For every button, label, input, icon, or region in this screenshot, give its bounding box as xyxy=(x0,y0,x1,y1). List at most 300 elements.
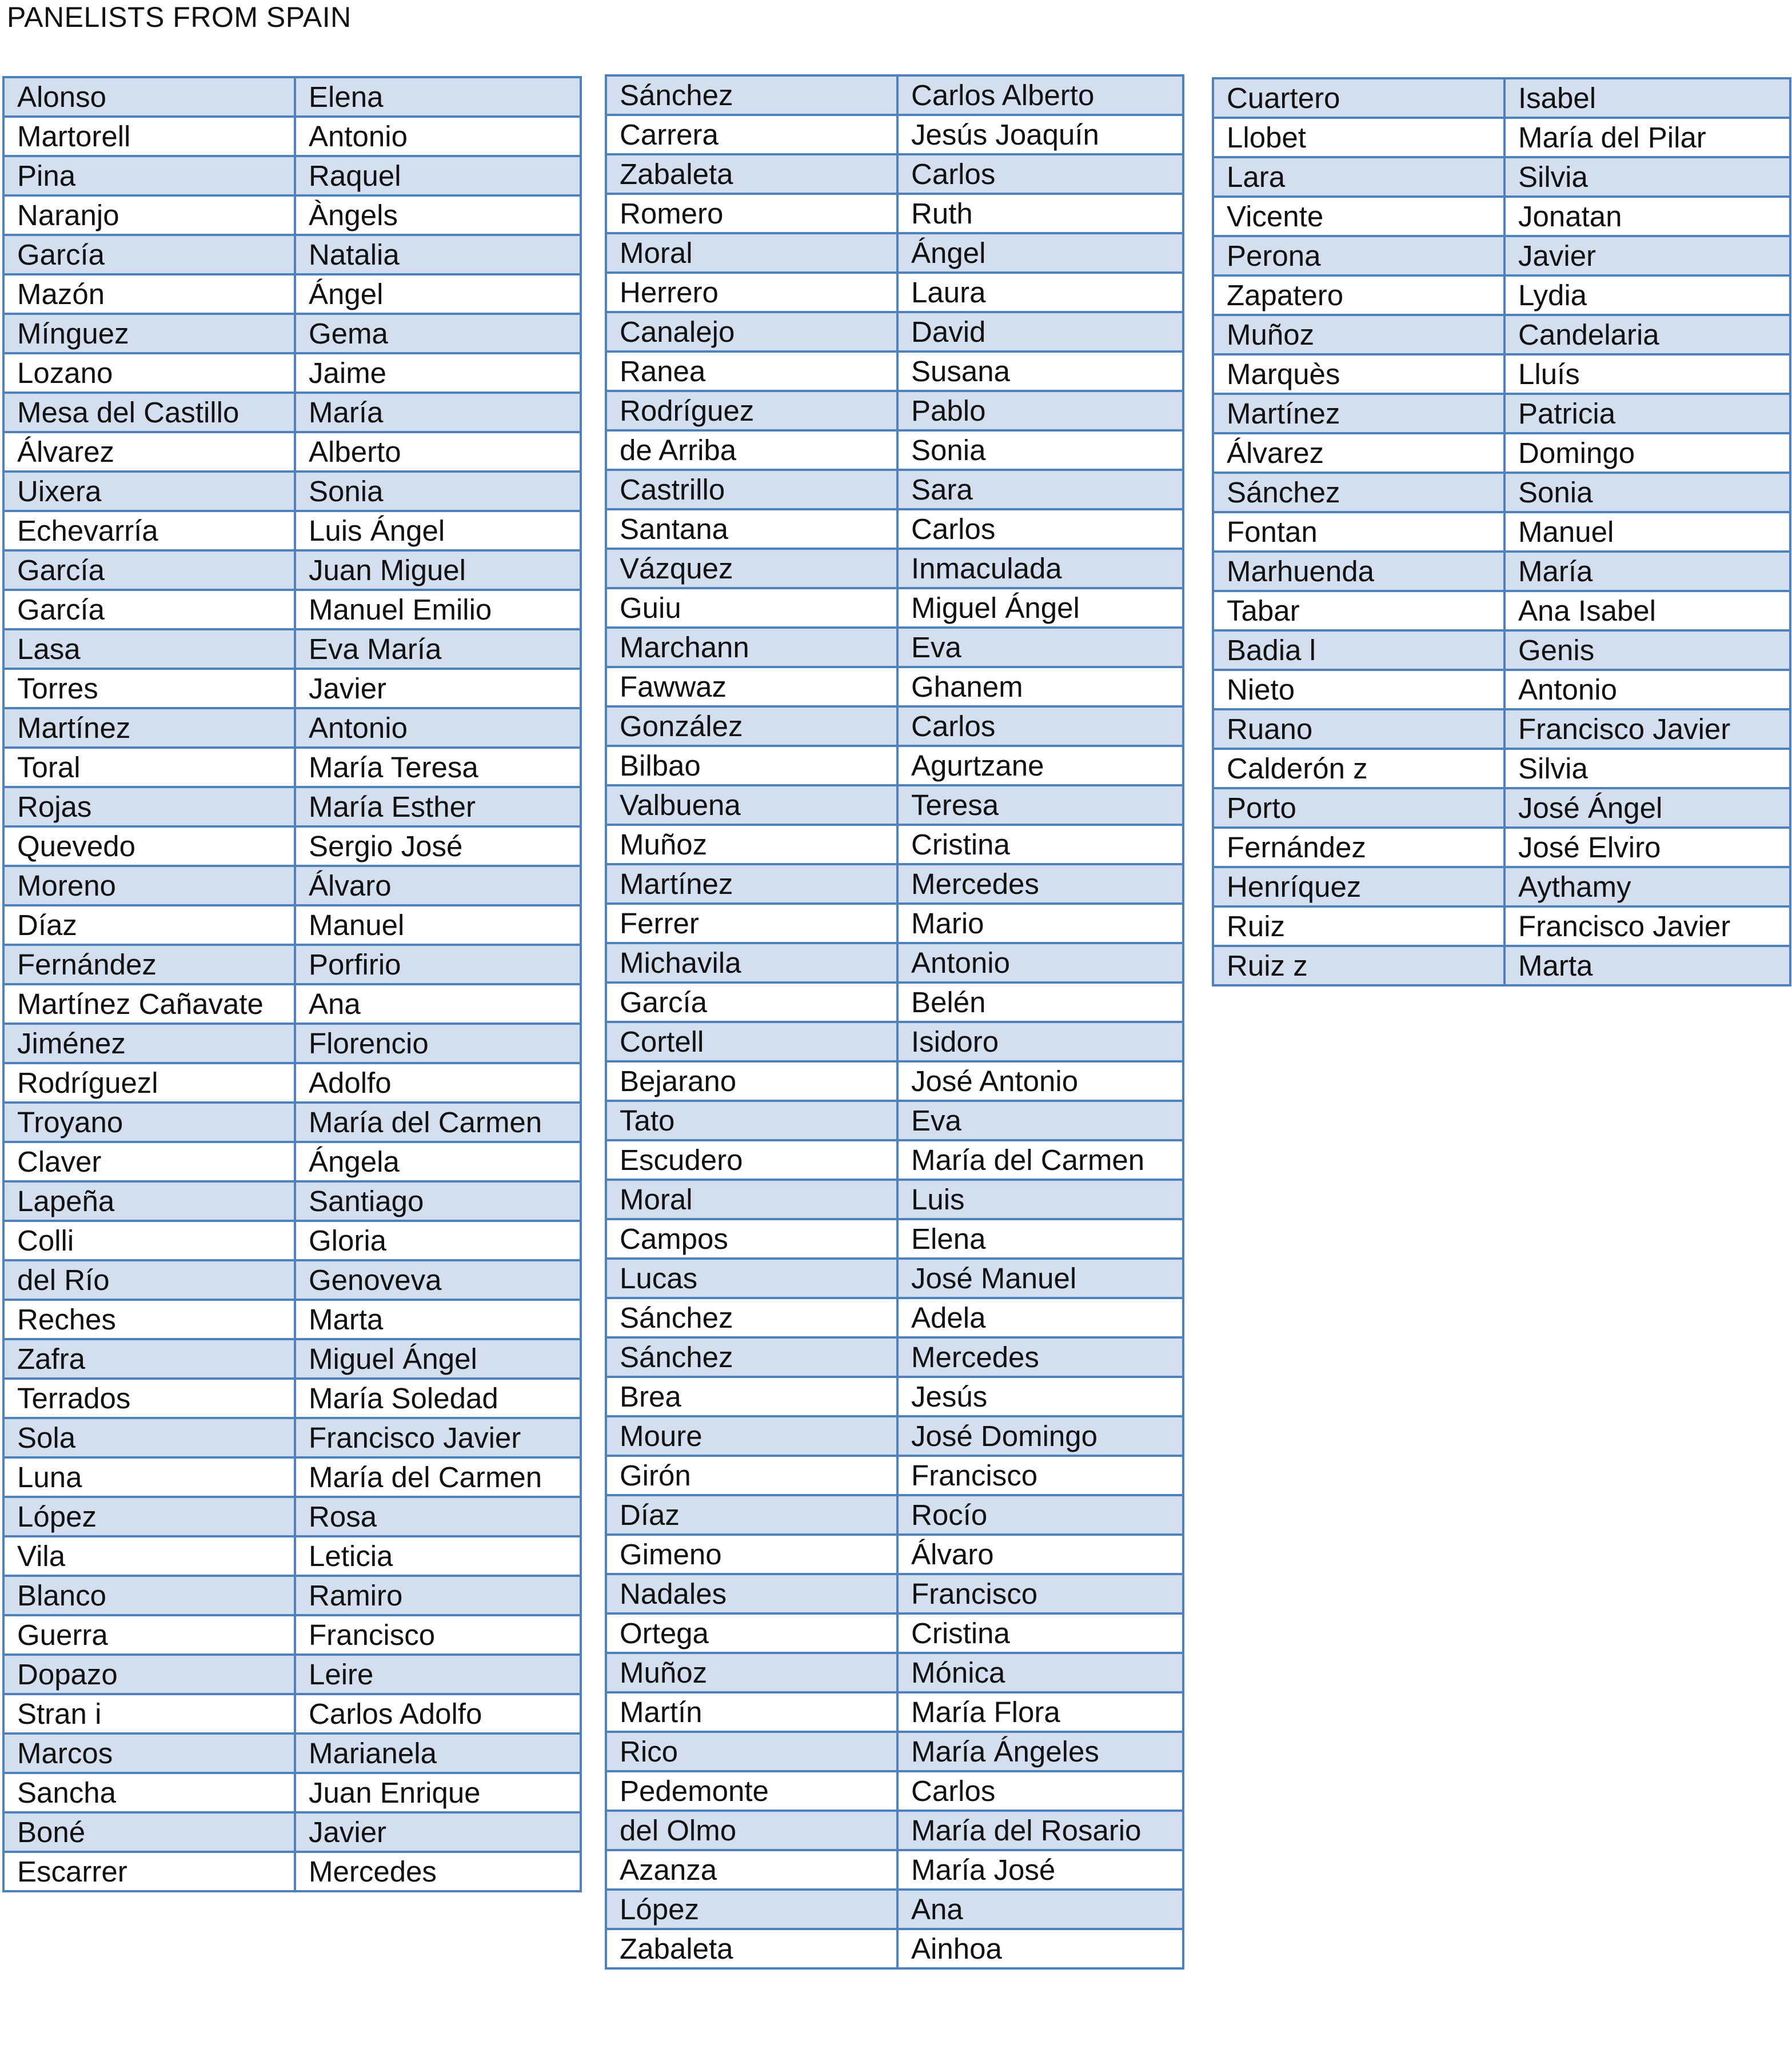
given-name-cell: Francisco Javier xyxy=(1504,709,1790,749)
surname-cell: Santana xyxy=(606,509,897,549)
surname-cell: Escudero xyxy=(606,1140,897,1180)
given-name-cell: Isidoro xyxy=(897,1022,1183,1061)
given-name-cell: Álvaro xyxy=(897,1535,1183,1574)
surname-cell: Dopazo xyxy=(3,1655,295,1694)
table-row xyxy=(606,1890,1183,1929)
surname-cell: Zapatero xyxy=(1213,275,1504,315)
table-row xyxy=(3,1457,581,1497)
given-name-cell: José Antonio xyxy=(897,1061,1183,1101)
surname-cell: Perona xyxy=(1213,236,1504,275)
surname-cell: Martín xyxy=(606,1692,897,1732)
table-row xyxy=(1213,236,1790,275)
table-row xyxy=(1213,591,1790,630)
table-row xyxy=(606,1101,1183,1140)
given-name-cell: Manuel Emilio xyxy=(295,590,581,629)
table-row xyxy=(1213,867,1790,906)
given-name-cell: Elena xyxy=(897,1219,1183,1259)
surname-cell: Claver xyxy=(3,1142,295,1181)
given-name-cell: Àngels xyxy=(295,195,581,235)
table-row xyxy=(606,1298,1183,1337)
given-name-cell: Gloria xyxy=(295,1221,581,1260)
table-row xyxy=(606,825,1183,864)
given-name-cell: Santiago xyxy=(295,1181,581,1221)
given-name-cell: Francisco xyxy=(897,1574,1183,1613)
table-row xyxy=(606,628,1183,667)
given-name-cell: Eva xyxy=(897,628,1183,667)
surname-cell: del Río xyxy=(3,1260,295,1300)
surname-cell: Nieto xyxy=(1213,670,1504,709)
given-name-cell: Jonatan xyxy=(1504,197,1790,236)
surname-cell: Echevarría xyxy=(3,511,295,550)
table-row xyxy=(1213,552,1790,591)
table-row xyxy=(606,352,1183,391)
table-row xyxy=(1213,275,1790,315)
table-row xyxy=(606,943,1183,982)
given-name-cell: Ruth xyxy=(897,194,1183,233)
given-name-cell: Marta xyxy=(295,1300,581,1339)
table-row xyxy=(606,1180,1183,1219)
table-row xyxy=(1213,315,1790,354)
table-row xyxy=(1213,749,1790,788)
table-row xyxy=(3,393,581,432)
given-name-cell: Ángel xyxy=(295,274,581,314)
given-name-cell: Sonia xyxy=(1504,473,1790,512)
page-title: PANELISTS FROM SPAIN xyxy=(7,1,352,33)
table-row xyxy=(3,550,581,590)
surname-cell: Díaz xyxy=(3,905,295,945)
table-row xyxy=(606,233,1183,273)
table-row xyxy=(3,1812,581,1852)
given-name-cell: Miguel Ángel xyxy=(897,588,1183,628)
surname-cell: López xyxy=(606,1890,897,1929)
given-name-cell: Porfirio xyxy=(295,945,581,984)
surname-cell: Alonso xyxy=(3,77,295,117)
surname-cell: Ruiz z xyxy=(1213,946,1504,985)
given-name-cell: Florencio xyxy=(295,1024,581,1063)
given-name-cell: Natalia xyxy=(295,235,581,274)
table-row xyxy=(3,1063,581,1103)
surname-cell: Campos xyxy=(606,1219,897,1259)
given-name-cell: Luis Ángel xyxy=(295,511,581,550)
table-row xyxy=(3,1418,581,1457)
surname-cell: Uixera xyxy=(3,472,295,511)
surname-cell: del Olmo xyxy=(606,1811,897,1850)
table-row xyxy=(3,1576,581,1615)
given-name-cell: David xyxy=(897,312,1183,352)
surname-cell: Tabar xyxy=(1213,591,1504,630)
given-name-cell: María xyxy=(1504,552,1790,591)
given-name-cell: Leire xyxy=(295,1655,581,1694)
table-row xyxy=(3,1852,581,1891)
given-name-cell: Javier xyxy=(1504,236,1790,275)
table-row xyxy=(3,274,581,314)
table-row xyxy=(606,1653,1183,1692)
table-row xyxy=(1213,78,1790,118)
surname-cell: Nadales xyxy=(606,1574,897,1613)
table-row xyxy=(1213,394,1790,433)
surname-cell: Marcos xyxy=(3,1734,295,1773)
table-row xyxy=(606,1732,1183,1771)
surname-cell: Fontan xyxy=(1213,512,1504,552)
given-name-cell: Lluís xyxy=(1504,354,1790,394)
given-name-cell: Leticia xyxy=(295,1536,581,1576)
surname-cell: Martínez xyxy=(1213,394,1504,433)
given-name-cell: Marianela xyxy=(295,1734,581,1773)
surname-cell: Henríquez xyxy=(1213,867,1504,906)
table-row xyxy=(1213,473,1790,512)
table-row xyxy=(3,195,581,235)
surname-cell: Blanco xyxy=(3,1576,295,1615)
given-name-cell: Carlos Adolfo xyxy=(295,1694,581,1734)
table-row xyxy=(606,549,1183,588)
given-name-cell: Adela xyxy=(897,1298,1183,1337)
surname-cell: Calderón z xyxy=(1213,749,1504,788)
table-row xyxy=(606,1022,1183,1061)
given-name-cell: Ana Isabel xyxy=(1504,591,1790,630)
table-row xyxy=(3,1694,581,1734)
given-name-cell: Javier xyxy=(295,669,581,708)
surname-cell: Terrados xyxy=(3,1379,295,1418)
given-name-cell: Sergio José xyxy=(295,826,581,866)
table-row xyxy=(606,982,1183,1022)
surname-cell: Escarrer xyxy=(3,1852,295,1891)
given-name-cell: Cristina xyxy=(897,825,1183,864)
table-row xyxy=(606,1495,1183,1535)
surname-cell: Díaz xyxy=(606,1495,897,1535)
surname-cell: Álvarez xyxy=(1213,433,1504,473)
table-row xyxy=(3,235,581,274)
surname-cell: Lucas xyxy=(606,1259,897,1298)
surname-cell: Muñoz xyxy=(1213,315,1504,354)
given-name-cell: Laura xyxy=(897,273,1183,312)
table-row xyxy=(3,629,581,669)
given-name-cell: Lydia xyxy=(1504,275,1790,315)
panelists-table-3 xyxy=(1212,77,1791,986)
given-name-cell: Silvia xyxy=(1504,749,1790,788)
given-name-cell: Miguel Ángel xyxy=(295,1339,581,1379)
given-name-cell: María xyxy=(295,393,581,432)
surname-cell: Azanza xyxy=(606,1850,897,1890)
given-name-cell: Antonio xyxy=(295,708,581,748)
table-row xyxy=(606,391,1183,430)
given-name-cell: Genoveva xyxy=(295,1260,581,1300)
table-row xyxy=(1213,709,1790,749)
surname-cell: Tato xyxy=(606,1101,897,1140)
table-row xyxy=(606,509,1183,549)
surname-cell: Moral xyxy=(606,1180,897,1219)
given-name-cell: Teresa xyxy=(897,785,1183,825)
given-name-cell: Silvia xyxy=(1504,157,1790,197)
given-name-cell: Ana xyxy=(295,984,581,1024)
table-row xyxy=(3,945,581,984)
table-row xyxy=(606,1771,1183,1811)
table-row xyxy=(3,472,581,511)
given-name-cell: José Ángel xyxy=(1504,788,1790,828)
surname-cell: Rojas xyxy=(3,787,295,826)
given-name-cell: Eva María xyxy=(295,629,581,669)
given-name-cell: Rosa xyxy=(295,1497,581,1536)
table-row xyxy=(606,154,1183,194)
table-row xyxy=(3,1536,581,1576)
given-name-cell: José Elviro xyxy=(1504,828,1790,867)
surname-cell: Martínez Cañavate xyxy=(3,984,295,1024)
given-name-cell: Domingo xyxy=(1504,433,1790,473)
surname-cell: López xyxy=(3,1497,295,1536)
table-row xyxy=(606,1850,1183,1890)
table-row xyxy=(606,1140,1183,1180)
table-row xyxy=(606,1613,1183,1653)
surname-cell: Naranjo xyxy=(3,195,295,235)
given-name-cell: Javier xyxy=(295,1812,581,1852)
surname-cell: Fernández xyxy=(3,945,295,984)
surname-cell: Pedemonte xyxy=(606,1771,897,1811)
surname-cell: Reches xyxy=(3,1300,295,1339)
surname-cell: Toral xyxy=(3,748,295,787)
given-name-cell: Francisco Javier xyxy=(1504,906,1790,946)
table-row xyxy=(3,905,581,945)
surname-cell: Mazón xyxy=(3,274,295,314)
table-row xyxy=(1213,197,1790,236)
surname-cell: Carrera xyxy=(606,115,897,154)
table-row xyxy=(606,706,1183,746)
given-name-cell: Sara xyxy=(897,470,1183,509)
given-name-cell: María del Pilar xyxy=(1504,118,1790,157)
surname-cell: Rodríguez xyxy=(606,391,897,430)
surname-cell: García xyxy=(3,590,295,629)
given-name-cell: Gema xyxy=(295,314,581,353)
given-name-cell: Manuel xyxy=(1504,512,1790,552)
table-row xyxy=(606,1219,1183,1259)
surname-cell: García xyxy=(3,235,295,274)
given-name-cell: María José xyxy=(897,1850,1183,1890)
given-name-cell: Jaime xyxy=(295,353,581,393)
surname-cell: Castrillo xyxy=(606,470,897,509)
table-row xyxy=(606,115,1183,154)
table-row xyxy=(3,1655,581,1694)
surname-cell: Herrero xyxy=(606,273,897,312)
table-row xyxy=(1213,433,1790,473)
surname-cell: Girón xyxy=(606,1456,897,1495)
surname-cell: Muñoz xyxy=(606,825,897,864)
given-name-cell: Cristina xyxy=(897,1613,1183,1653)
surname-cell: Álvarez xyxy=(3,432,295,472)
table-row xyxy=(3,1615,581,1655)
table-row xyxy=(3,1497,581,1536)
surname-cell: Muñoz xyxy=(606,1653,897,1692)
given-name-cell: María Soledad xyxy=(295,1379,581,1418)
surname-cell: Sánchez xyxy=(606,1298,897,1337)
given-name-cell: Agurtzane xyxy=(897,746,1183,785)
surname-cell: Troyano xyxy=(3,1103,295,1142)
surname-cell: Guiu xyxy=(606,588,897,628)
table-row xyxy=(606,1574,1183,1613)
table-row xyxy=(1213,512,1790,552)
table-row xyxy=(3,156,581,195)
given-name-cell: Mercedes xyxy=(897,864,1183,904)
given-name-cell: Eva xyxy=(897,1101,1183,1140)
table-row xyxy=(1213,788,1790,828)
surname-cell: Marquès xyxy=(1213,354,1504,394)
surname-cell: Torres xyxy=(3,669,295,708)
table-row xyxy=(606,667,1183,706)
table-row xyxy=(606,194,1183,233)
table-row xyxy=(3,353,581,393)
surname-cell: Moral xyxy=(606,233,897,273)
table-row xyxy=(3,511,581,550)
given-name-cell: Jesús Joaquín xyxy=(897,115,1183,154)
surname-cell: Sánchez xyxy=(1213,473,1504,512)
given-name-cell: Carlos Alberto xyxy=(897,75,1183,115)
given-name-cell: María Esther xyxy=(295,787,581,826)
surname-cell: Martorell xyxy=(3,117,295,156)
surname-cell: Ruiz xyxy=(1213,906,1504,946)
surname-cell: Badia l xyxy=(1213,630,1504,670)
surname-cell: Martínez xyxy=(606,864,897,904)
given-name-cell: Juan Enrique xyxy=(295,1773,581,1812)
given-name-cell: Rocío xyxy=(897,1495,1183,1535)
table-row xyxy=(606,1259,1183,1298)
surname-cell: García xyxy=(606,982,897,1022)
table-row xyxy=(606,588,1183,628)
given-name-cell: Genis xyxy=(1504,630,1790,670)
given-name-cell: Carlos xyxy=(897,706,1183,746)
table-row xyxy=(3,984,581,1024)
surname-cell: Boné xyxy=(3,1812,295,1852)
surname-cell: Canalejo xyxy=(606,312,897,352)
surname-cell: de Arriba xyxy=(606,430,897,470)
surname-cell: Sánchez xyxy=(606,75,897,115)
table-row xyxy=(606,1929,1183,1968)
surname-cell: Zafra xyxy=(3,1339,295,1379)
table-row xyxy=(3,432,581,472)
given-name-cell: Francisco xyxy=(295,1615,581,1655)
given-name-cell: Luis xyxy=(897,1180,1183,1219)
table-row xyxy=(606,746,1183,785)
table-row xyxy=(3,866,581,905)
table-row xyxy=(3,1734,581,1773)
surname-cell: Vázquez xyxy=(606,549,897,588)
table-row xyxy=(3,748,581,787)
given-name-cell: Isabel xyxy=(1504,78,1790,118)
surname-cell: Mínguez xyxy=(3,314,295,353)
table-row xyxy=(606,904,1183,943)
table-row xyxy=(1213,118,1790,157)
table-row xyxy=(1213,354,1790,394)
surname-cell: Fernández xyxy=(1213,828,1504,867)
surname-cell: Jiménez xyxy=(3,1024,295,1063)
surname-cell: Colli xyxy=(3,1221,295,1260)
table-row xyxy=(606,785,1183,825)
given-name-cell: María del Rosario xyxy=(897,1811,1183,1850)
surname-cell: Zabaleta xyxy=(606,1929,897,1968)
given-name-cell: María Teresa xyxy=(295,748,581,787)
given-name-cell: Inmaculada xyxy=(897,549,1183,588)
surname-cell: Porto xyxy=(1213,788,1504,828)
surname-cell: Valbuena xyxy=(606,785,897,825)
surname-cell: Vila xyxy=(3,1536,295,1576)
table-row xyxy=(3,1024,581,1063)
table-row xyxy=(606,1061,1183,1101)
table-row xyxy=(1213,906,1790,946)
given-name-cell: Raquel xyxy=(295,156,581,195)
table-row xyxy=(606,1535,1183,1574)
given-name-cell: Ghanem xyxy=(897,667,1183,706)
surname-cell: Brea xyxy=(606,1377,897,1416)
table-row xyxy=(3,1773,581,1812)
given-name-cell: Ángela xyxy=(295,1142,581,1181)
surname-cell: Sancha xyxy=(3,1773,295,1812)
table-row xyxy=(3,1142,581,1181)
surname-cell: Stran i xyxy=(3,1694,295,1734)
table-row xyxy=(3,1339,581,1379)
given-name-cell: Susana xyxy=(897,352,1183,391)
given-name-cell: María del Carmen xyxy=(295,1103,581,1142)
surname-cell: Martínez xyxy=(3,708,295,748)
table-row xyxy=(3,826,581,866)
surname-cell: Quevedo xyxy=(3,826,295,866)
given-name-cell: Belén xyxy=(897,982,1183,1022)
surname-cell: Sánchez xyxy=(606,1337,897,1377)
given-name-cell: Álvaro xyxy=(295,866,581,905)
table-row xyxy=(606,75,1183,115)
surname-cell: Marhuenda xyxy=(1213,552,1504,591)
surname-cell: Lara xyxy=(1213,157,1504,197)
given-name-cell: Francisco Javier xyxy=(295,1418,581,1457)
table-row xyxy=(3,77,581,117)
surname-cell: Sola xyxy=(3,1418,295,1457)
given-name-cell: Antonio xyxy=(897,943,1183,982)
table-row xyxy=(606,430,1183,470)
given-name-cell: Alberto xyxy=(295,432,581,472)
table-row xyxy=(606,1337,1183,1377)
surname-cell: González xyxy=(606,706,897,746)
table-row xyxy=(606,1377,1183,1416)
table-row xyxy=(606,312,1183,352)
surname-cell: Lapeña xyxy=(3,1181,295,1221)
panelists-table-2 xyxy=(605,74,1184,1970)
table-row xyxy=(3,314,581,353)
given-name-cell: José Manuel xyxy=(897,1259,1183,1298)
table-row xyxy=(3,1221,581,1260)
surname-cell: Michavila xyxy=(606,943,897,982)
given-name-cell: María Flora xyxy=(897,1692,1183,1732)
given-name-cell: Sonia xyxy=(295,472,581,511)
table-row xyxy=(606,273,1183,312)
surname-cell: García xyxy=(3,550,295,590)
given-name-cell: Ana xyxy=(897,1890,1183,1929)
surname-cell: Ruano xyxy=(1213,709,1504,749)
table-row xyxy=(1213,946,1790,985)
table-row xyxy=(606,864,1183,904)
given-name-cell: Candelaria xyxy=(1504,315,1790,354)
given-name-cell: Jesús xyxy=(897,1377,1183,1416)
table-row xyxy=(1213,670,1790,709)
given-name-cell: Manuel xyxy=(295,905,581,945)
given-name-cell: Pablo xyxy=(897,391,1183,430)
table-row xyxy=(606,1416,1183,1456)
given-name-cell: Juan Miguel xyxy=(295,550,581,590)
given-name-cell: Ainhoa xyxy=(897,1929,1183,1968)
table-row xyxy=(3,1181,581,1221)
given-name-cell: Sonia xyxy=(897,430,1183,470)
given-name-cell: Aythamy xyxy=(1504,867,1790,906)
given-name-cell: Francisco xyxy=(897,1456,1183,1495)
surname-cell: Moure xyxy=(606,1416,897,1456)
table-row xyxy=(606,1692,1183,1732)
table-row xyxy=(606,1456,1183,1495)
surname-cell: Rodríguezl xyxy=(3,1063,295,1103)
given-name-cell: María del Carmen xyxy=(897,1140,1183,1180)
